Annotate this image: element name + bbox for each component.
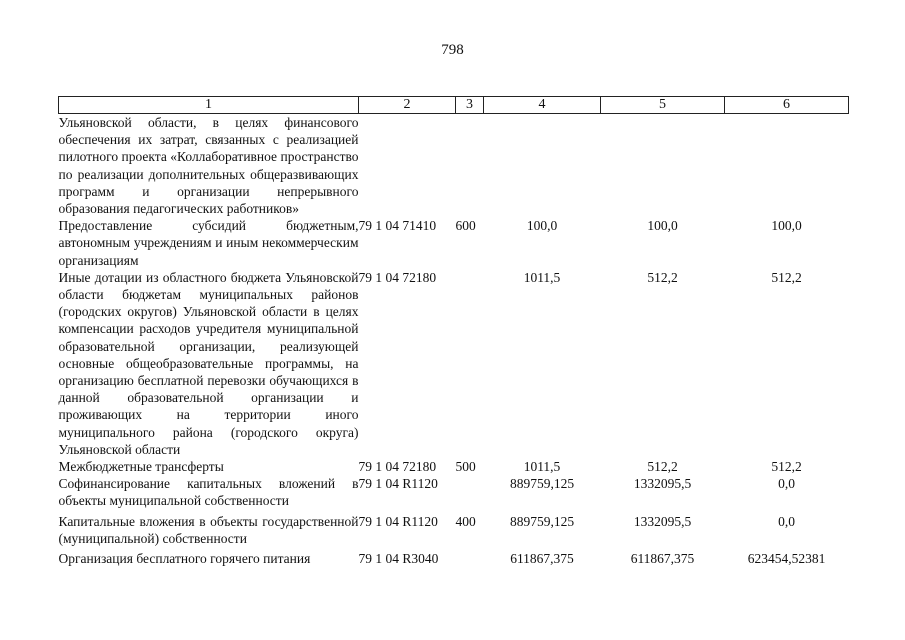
row-vr: 600 bbox=[455, 218, 476, 234]
row-vr bbox=[456, 475, 484, 509]
table-row bbox=[59, 269, 849, 458]
row-name: Софинансирование капитальных вложений в объекты муниципальной собственности bbox=[58, 476, 359, 509]
row-value-6: 512,2 bbox=[771, 459, 802, 475]
row-value-4: 1011,5 bbox=[523, 459, 561, 475]
row-value-4: 100,0 bbox=[526, 218, 558, 234]
row-value-5: 611867,375 bbox=[630, 551, 695, 567]
row-name: Иные дотации из областного бюджета Ульяновской области бюджетам муниципальных районов (городских округов) Ульяновской области в целях компенсации расходов учредителя муниципальной образовательной организации, реализующей основные общеобразовательные программы, на организацию бесплатной перевозки обучающихся в данной образовательной организации и проживающих на территории иного муниципального района (городского округа) Ульяновской области bbox=[58, 269, 359, 457]
column-header-4: 4 bbox=[484, 97, 601, 114]
row-value-5: 100,0 bbox=[647, 218, 678, 234]
row-value-5: 1332095,5 bbox=[633, 476, 692, 492]
row-name: Капитальные вложения в объекты государственной (муниципальной) собственности bbox=[58, 513, 359, 546]
row-name: Ульяновской области, в целях финансового обеспечения их затрат, связанных с реализацией пилотного проекта «Коллаборативное пространство по реализации дополнительных общеразвивающих программ и организации непрерывного образования педагогических работников» bbox=[58, 115, 359, 217]
table-row bbox=[59, 475, 849, 509]
row-vr: 400 bbox=[455, 513, 476, 529]
header-row bbox=[59, 97, 849, 114]
row-value-4: 1011,5 bbox=[523, 269, 561, 285]
table-row bbox=[59, 458, 849, 475]
row-value-6 bbox=[725, 114, 849, 218]
row-code: 79 1 04 72180 bbox=[358, 459, 437, 475]
column-header-6: 6 bbox=[725, 97, 849, 114]
row-value-6: 0,0 bbox=[778, 476, 795, 492]
row-value-5: 1332095,5 bbox=[633, 513, 692, 529]
table-row bbox=[59, 547, 849, 567]
budget-table bbox=[58, 96, 849, 567]
table-row bbox=[59, 510, 849, 547]
row-code: 79 1 04 72180 bbox=[358, 269, 437, 285]
row-value-6: 100,0 bbox=[771, 218, 802, 234]
row-value-4 bbox=[484, 114, 601, 218]
column-header-1: 1 bbox=[59, 97, 359, 114]
row-vr: 500 bbox=[455, 459, 476, 475]
column-header-3: 3 bbox=[456, 97, 484, 114]
column-header-5: 5 bbox=[601, 97, 725, 114]
row-code: 79 1 04 R3040 bbox=[358, 551, 439, 567]
row-name: Организация бесплатного горячего питания bbox=[58, 551, 311, 567]
page-number: 798 bbox=[441, 42, 464, 58]
row-value-5: 512,2 bbox=[647, 269, 678, 285]
row-code: 79 1 04 R1120 bbox=[358, 513, 438, 529]
row-value-6: 512,2 bbox=[771, 269, 802, 285]
row-code: 79 1 04 R1120 bbox=[358, 476, 438, 492]
row-code: 79 1 04 71410 bbox=[358, 218, 437, 234]
row-value-4: 611867,375 bbox=[510, 551, 574, 567]
row-value-5 bbox=[601, 114, 725, 218]
row-value-6: 623454,52381 bbox=[747, 551, 826, 567]
column-header-2: 2 bbox=[359, 97, 456, 114]
row-vr bbox=[456, 269, 484, 458]
table-row bbox=[59, 114, 849, 218]
row-code bbox=[359, 114, 456, 218]
row-value-4: 889759,125 bbox=[509, 513, 575, 529]
row-name: Предоставление субсидий бюджетным, автономным учреждениям и иным некоммерческим организациям bbox=[58, 218, 359, 268]
table-row bbox=[59, 217, 849, 269]
row-vr bbox=[456, 547, 484, 567]
row-value-6: 0,0 bbox=[778, 513, 795, 529]
row-name: Межбюджетные трансферты bbox=[58, 459, 224, 475]
row-vr bbox=[456, 114, 484, 218]
row-value-5: 512,2 bbox=[647, 459, 678, 475]
row-value-4: 889759,125 bbox=[509, 476, 575, 492]
